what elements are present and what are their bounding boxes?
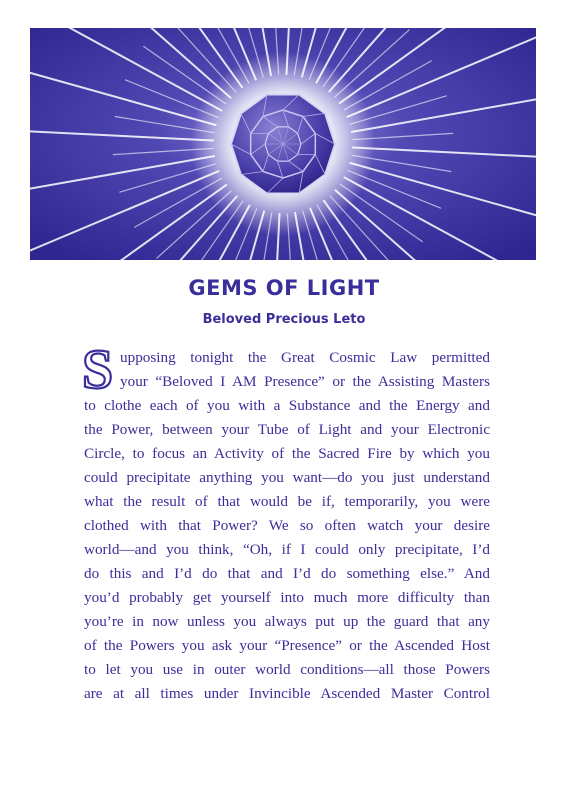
- article-line: you’re in now unless you always put up the guard that any: [84, 613, 490, 630]
- article-line: you’d probably get yourself into much more difficulty than: [84, 589, 490, 606]
- article-line: could precipitate anything you want—do you just understand: [84, 469, 490, 486]
- article-line: of the Powers you ask your “Presence” or the Ascended Host: [84, 637, 490, 654]
- article-line: the Power, between your Tube of Light and your Electronic: [84, 421, 490, 438]
- gem-icon: [30, 28, 536, 260]
- article-body: [84, 346, 490, 706]
- article-line: your “Beloved I AM Presence” or the Assisting Masters: [120, 373, 490, 390]
- page-subtitle: Beloved Precious Leto: [202, 312, 366, 327]
- page-title: GEMS OF LIGHT: [188, 276, 380, 300]
- article-line: do this and I’d do that and I’d do something else.” And: [84, 565, 490, 582]
- article-line: Circle, to focus an Activity of the Sacred Fire by which you: [84, 445, 490, 462]
- article-line: to let you use in outer world conditions—all those Powers: [84, 661, 490, 678]
- article-line: world—and you think, “Oh, if I could only precipitate, I’d: [84, 541, 490, 558]
- article-line: to clothe each of you with a Substance and the Energy and: [84, 397, 490, 414]
- article-line: clothed with that Power? We so often watch your desire: [84, 517, 490, 534]
- drop-cap-letter: S: [82, 344, 114, 394]
- article-line: what the result of that would be if, temporarily, you were: [84, 493, 490, 510]
- gem-shape: [231, 95, 335, 194]
- article-line: upposing tonight the Great Cosmic Law permitted: [120, 349, 490, 366]
- header-banner: [30, 28, 536, 260]
- article-line: are at all times under Invincible Ascended Master Control: [84, 685, 490, 702]
